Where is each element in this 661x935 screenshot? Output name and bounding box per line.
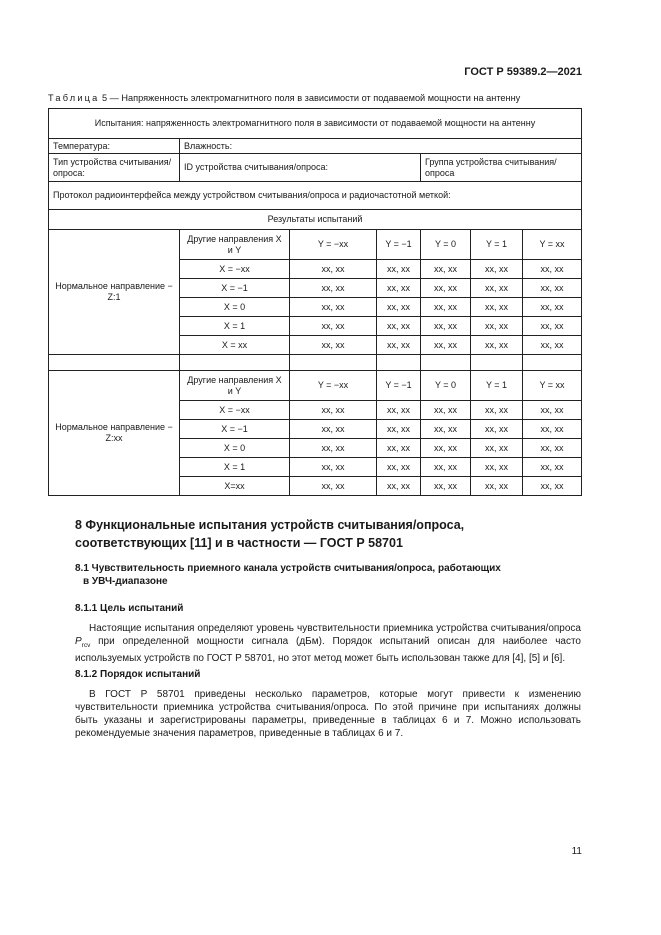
table-title-row: Испытания: напряженность электромагнитного поля в зависимости от подаваемой мощности на антенну: [49, 109, 582, 139]
empty-cell: [180, 355, 290, 371]
result-cell: xx, xx: [421, 401, 471, 420]
result-cell: xx, xx: [471, 336, 523, 355]
y-value-header: Y = xx: [523, 371, 582, 401]
x-value-cell: X = 0: [180, 298, 290, 317]
x-value-cell: X = −1: [180, 279, 290, 298]
result-cell: xx, xx: [523, 401, 582, 420]
result-cell: xx, xx: [471, 317, 523, 336]
result-cell: xx, xx: [377, 298, 421, 317]
y-value-header: Y = xx: [523, 230, 582, 260]
result-cell: xx, xx: [290, 298, 377, 317]
result-cell: xx, xx: [290, 336, 377, 355]
result-cell: xx, xx: [377, 477, 421, 496]
section-8-heading-line1: 8 Функциональные испытания устройств считывания/опроса,: [75, 518, 465, 532]
temperature-cell: Температура:: [49, 139, 180, 154]
table-caption-text: 5 — Напряженность электромагнитного поля в зависимости от подаваемой мощности на антенну: [99, 93, 521, 103]
result-cell: xx, xx: [377, 420, 421, 439]
paragraph-text-a: Настоящие испытания определяют уровень чувствительности приемника устройства считывания/опроса: [89, 623, 581, 634]
y-value-header: Y = 1: [471, 371, 523, 401]
result-cell: xx, xx: [290, 439, 377, 458]
other-directions-header: Другие направления X и Y: [180, 230, 290, 260]
device-group-cell: Группа устройства считывания/ опроса: [421, 154, 582, 182]
result-cell: xx, xx: [523, 458, 582, 477]
section-8-1-1-paragraph: [75, 622, 581, 665]
result-cell: xx, xx: [421, 298, 471, 317]
y-value-header: Y = −xx: [290, 371, 377, 401]
y-value-header: Y = 1: [471, 230, 523, 260]
x-value-cell: X = −1: [180, 420, 290, 439]
result-cell: xx, xx: [290, 260, 377, 279]
normal-direction-label: Нормальное направление − Z:1: [49, 230, 180, 355]
result-cell: xx, xx: [290, 279, 377, 298]
section-8-1-2-heading: 8.1.2 Порядок испытаний: [75, 669, 201, 680]
document-id: ГОСТ Р 59389.2—2021: [464, 66, 582, 78]
empty-separator-row: [49, 355, 582, 371]
result-cell: xx, xx: [421, 260, 471, 279]
empty-cell: [471, 355, 523, 371]
section-8-1-1-heading: 8.1.1 Цель испытаний: [75, 603, 184, 614]
x-value-cell: X=xx: [180, 477, 290, 496]
result-cell: xx, xx: [421, 279, 471, 298]
block-header-row: [49, 230, 582, 260]
result-cell: xx, xx: [523, 279, 582, 298]
power-symbol: P: [75, 636, 82, 647]
y-value-header: Y = 0: [421, 230, 471, 260]
page-number: 11: [571, 846, 582, 857]
empty-cell: [523, 355, 582, 371]
field-strength-table: [48, 108, 582, 496]
device-type-cell: Тип устройства считывания/опроса:: [49, 154, 180, 182]
section-8-heading: [75, 516, 464, 552]
result-cell: xx, xx: [421, 317, 471, 336]
result-cell: xx, xx: [523, 420, 582, 439]
y-value-header: Y = −1: [377, 230, 421, 260]
y-value-header: Y = 0: [421, 371, 471, 401]
result-cell: xx, xx: [290, 477, 377, 496]
result-cell: xx, xx: [523, 298, 582, 317]
humidity-cell: Влажность:: [180, 139, 582, 154]
x-value-cell: X = 0: [180, 439, 290, 458]
result-cell: xx, xx: [377, 439, 421, 458]
result-cell: xx, xx: [377, 458, 421, 477]
result-cell: xx, xx: [421, 439, 471, 458]
results-header: Результаты испытаний: [49, 210, 582, 230]
table-caption-word: Таблица: [48, 93, 100, 103]
result-cell: xx, xx: [290, 458, 377, 477]
result-cell: xx, xx: [421, 420, 471, 439]
result-cell: xx, xx: [523, 477, 582, 496]
other-directions-header: Другие направления X и Y: [180, 371, 290, 401]
result-cell: xx, xx: [523, 336, 582, 355]
paragraph-text-b: при определенной мощности сигнала (дБм). Порядок испытаний описан для наиболее часто используемых устройств по ГОСТ Р 58701, но этот метод может быть использован также для [4], [5] и [6].: [75, 636, 581, 664]
result-cell: xx, xx: [290, 420, 377, 439]
section-8-1-2-paragraph: В ГОСТ Р 58701 приведены несколько параметров, которые могут привести к изменению чувствительности приемника устройства считывания/опроса. По этой причине при испытаниях должны быть указаны и зарегистрированы параметры, приведенные в таблицах 6 и 7. Можно использовать рекомендуемые значения параметров, приведенные в таблицах 6 и 7.: [75, 689, 581, 739]
result-cell: xx, xx: [471, 420, 523, 439]
section-8-1-heading-line1: 8.1 Чувствительность приемного канала устройств считывания/опроса, работающих: [75, 563, 501, 574]
x-value-cell: X = 1: [180, 317, 290, 336]
result-cell: xx, xx: [471, 260, 523, 279]
x-value-cell: X = 1: [180, 458, 290, 477]
device-id-cell: ID устройства считывания/опроса:: [180, 154, 421, 182]
result-cell: xx, xx: [421, 458, 471, 477]
empty-cell: [290, 355, 377, 371]
result-cell: xx, xx: [523, 439, 582, 458]
section-8-1-heading: [75, 562, 501, 588]
result-cell: xx, xx: [471, 458, 523, 477]
result-cell: xx, xx: [377, 401, 421, 420]
block-header-row: [49, 371, 582, 401]
result-cell: xx, xx: [421, 336, 471, 355]
empty-cell: [49, 355, 180, 371]
result-cell: xx, xx: [471, 401, 523, 420]
result-cell: xx, xx: [523, 260, 582, 279]
x-value-cell: X = −xx: [180, 260, 290, 279]
result-cell: xx, xx: [471, 279, 523, 298]
result-cell: xx, xx: [471, 439, 523, 458]
result-cell: xx, xx: [377, 317, 421, 336]
section-8-1-heading-line2: в УВЧ-диапазоне: [83, 576, 168, 587]
protocol-cell: Протокол радиоинтерфейса между устройством считывания/опроса и радиочастотной меткой:: [49, 182, 582, 210]
result-cell: xx, xx: [471, 477, 523, 496]
empty-cell: [421, 355, 471, 371]
result-cell: xx, xx: [471, 298, 523, 317]
result-cell: xx, xx: [377, 336, 421, 355]
result-cell: xx, xx: [290, 401, 377, 420]
y-value-header: Y = −1: [377, 371, 421, 401]
result-cell: xx, xx: [377, 279, 421, 298]
x-value-cell: X = −xx: [180, 401, 290, 420]
result-cell: xx, xx: [523, 317, 582, 336]
y-value-header: Y = −xx: [290, 230, 377, 260]
result-cell: xx, xx: [421, 477, 471, 496]
x-value-cell: X = xx: [180, 336, 290, 355]
normal-direction-label: Нормальное направление − Z:xx: [49, 371, 180, 496]
power-symbol-subscript: rcv: [81, 642, 91, 649]
result-cell: xx, xx: [377, 260, 421, 279]
result-cell: xx, xx: [290, 317, 377, 336]
table-caption: [48, 93, 520, 103]
section-8-heading-line2: соответствующих [11] и в частности — ГОСТ Р 58701: [75, 536, 403, 550]
empty-cell: [377, 355, 421, 371]
